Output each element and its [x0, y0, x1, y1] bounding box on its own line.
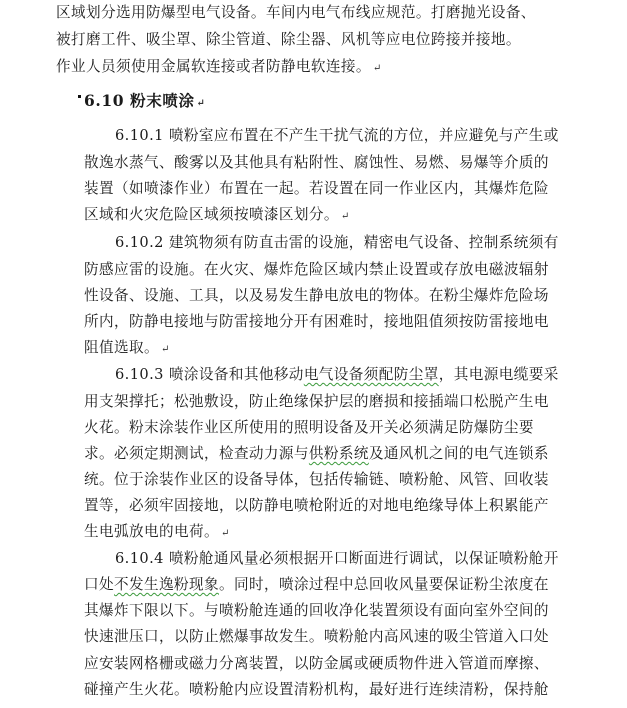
text-line: 作业人员须使用金属软连接或者防静电软连接。 ↵	[56, 58, 382, 78]
text-line: 性设备、设施、工具，以及易发生静电放电的物体。在粉尘爆炸危险场	[84, 287, 549, 304]
text-line: 火花。粉末涂装作业区所使用的照明设备及开关必须满足防爆防尘要	[84, 419, 534, 436]
text-line: 置等，必须牢固接地，以防静电喷枪附近的对地电绝缘导体上积累能产	[84, 497, 549, 514]
text-line: 区域划分选用防爆型电气设备。车间内电气布线应规范。打磨抛光设备、	[56, 4, 536, 21]
text-line: 口处不发生逸粉现象。同时，喷涂过程中总回收风量要保证粉尘浓度在	[84, 576, 549, 593]
text-line: 装置（如喷漆作业）布置在一起。若设置在同一作业区内，其爆炸危险	[84, 180, 549, 197]
text-line: 散逸水蒸气、酸雾以及其他具有粘附性、腐蚀性、易燃、易爆等介质的	[84, 154, 549, 171]
grammar-underline: 供粉系统	[308, 445, 369, 462]
text-line: 6.10.1 喷粉室应布置在不产生干扰气流的方位，并应避免与产生或	[115, 127, 559, 144]
heading-bullet-marker	[78, 95, 81, 98]
text-line: 应安装网格栅或磁力分离装置，以防金属或硬质物件进入管道而摩擦、	[84, 655, 549, 672]
text-line: 防感应雷的设施。在火灾、爆炸危险区域内禁止设置或存放电磁波辐射	[84, 261, 549, 278]
text-line: 统。位于涂装作业区的设备导体，包括传输链、喷粉舱、风管、回收装	[84, 471, 549, 488]
paragraph-mark: ↵	[340, 211, 350, 222]
paragraph-mark: ↵	[220, 528, 230, 539]
text-line: 6.10.2 建筑物须有防直击雷的设施，精密电气设备、控制系统须有	[115, 234, 559, 251]
text-line: 碰撞产生火花。喷粉舱内应设置清粉机构，最好进行连续清粉，保持舱	[84, 681, 549, 698]
text-line: 区域和火灾危险区域须按喷漆区划分。 ↵	[84, 206, 350, 226]
text-line: 所内，防静电接地与防雷接地分开有困难时，接地阻值须按防雷接地电	[84, 313, 549, 330]
text-line: 阻值选取。 ↵	[84, 339, 170, 359]
paragraph-mark: ↵	[196, 98, 206, 109]
section-heading: 6.10 粉末喷涂 ↵	[84, 91, 206, 110]
text-line: 快速泄压口，以防止燃爆事故发生。喷粉舱内高风速的吸尘管道入口处	[84, 628, 549, 645]
text-line: 6.10.4 喷粉舱通风量必须根据开口断面进行调试，以保证喷粉舱开	[115, 550, 559, 567]
grammar-underline: 不发生逸粉现象	[114, 576, 219, 593]
paragraph-mark: ↵	[160, 344, 170, 355]
text-line: 其爆炸下限以下。与喷粉舱连通的回收净化装置须设有面向室外空间的	[84, 602, 549, 619]
grammar-underline: 电气设备须配防尘罩	[303, 366, 439, 383]
text-line: 求。必须定期测试，检查动力源与供粉系统及通风机之间的电气连锁系	[84, 445, 549, 462]
text-line: 用支架撑托；松弛敷设，防止绝缘保护层的磨损和接插端口松脱产生电	[84, 393, 549, 410]
text-line: 6.10.3 喷涂设备和其他移动电气设备须配防尘罩，其电源电缆要采	[115, 366, 559, 383]
text-line: 被打磨工件、吸尘罩、除尘管道、除尘器、风机等应电位跨接并接地。	[56, 31, 521, 48]
paragraph-mark: ↵	[372, 63, 382, 74]
text-line: 生电弧放电的电荷。 ↵	[84, 523, 230, 543]
